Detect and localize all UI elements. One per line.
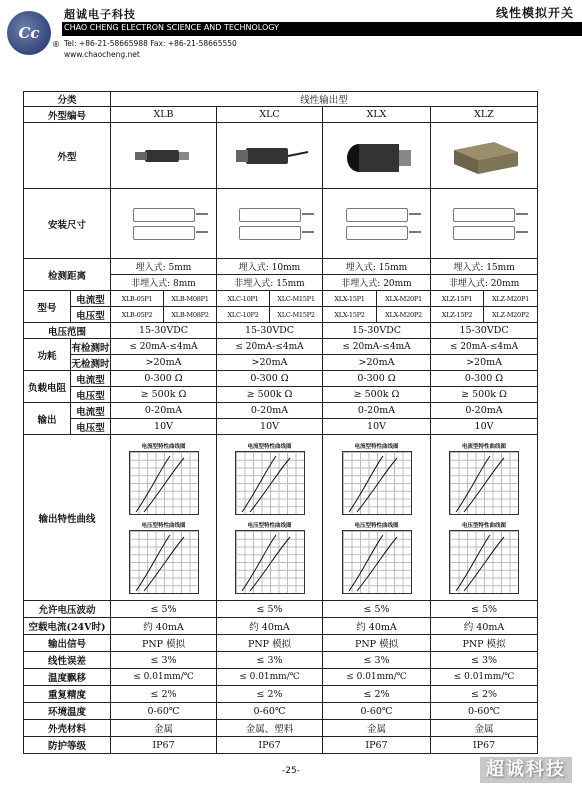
current-curve-plot <box>235 451 305 515</box>
curve-lines <box>450 531 518 593</box>
housing-value: 金属 <box>323 720 431 737</box>
company-name-en: CHAO CHENG ELECTRON SCIENCE AND TECHNOLOGY <box>64 23 279 32</box>
output-current-value: 0-20mA <box>217 403 323 419</box>
section-title: 线性模拟开关 <box>495 6 574 20</box>
ripple-value: ≤ 5% <box>111 601 217 618</box>
part-number: XLC-M15P2 <box>270 307 323 323</box>
temp-value: 0-60℃ <box>217 703 323 720</box>
signal-value: PNP 模拟 <box>111 635 217 652</box>
part-number: XLC-M15P1 <box>270 291 323 307</box>
voltage-curve-plot <box>235 530 305 594</box>
linearity-label: 线性误差 <box>24 652 111 669</box>
power-detect-value: ≤ 20mA-≤4mA <box>431 339 538 355</box>
part-number: XLX-M20P2 <box>377 307 431 323</box>
curve-lines <box>450 452 518 514</box>
curve-lines <box>236 531 304 593</box>
load-current-value: 0-300 Ω <box>431 371 538 387</box>
power-label: 功耗 <box>24 339 71 371</box>
power-detect-value: ≤ 20mA-≤4mA <box>111 339 217 355</box>
drift-label: 温度飘移 <box>24 669 111 686</box>
shape-label: 外型 <box>24 123 111 189</box>
row-load-voltage <box>24 387 538 403</box>
output-voltage-value: 10V <box>217 419 323 435</box>
output-current-value: 0-20mA <box>111 403 217 419</box>
row-repeat <box>24 686 538 703</box>
row-housing <box>24 720 538 737</box>
range-nonembed-xlc: 非埋入式: 15mm <box>217 275 323 291</box>
part-number: XLB-M08P2 <box>164 307 217 323</box>
row-output-voltage <box>24 419 538 435</box>
power-detect-value: ≤ 20mA-≤4mA <box>323 339 431 355</box>
load-current-value: 0-300 Ω <box>217 371 323 387</box>
row-load-current <box>24 371 538 387</box>
curve-lines <box>130 531 198 593</box>
company-logo: Cc <box>7 11 51 55</box>
range-nonembed-xlz: 非埋入式: 20mm <box>431 275 538 291</box>
part-number: XLC-10P2 <box>217 307 270 323</box>
housing-value: 金属、塑料 <box>217 720 323 737</box>
part-number: XLZ-M20P2 <box>484 307 538 323</box>
linearity-value: ≤ 3% <box>111 652 217 669</box>
photo-xlc <box>217 123 323 189</box>
part-number: XLX-M20P1 <box>377 291 431 307</box>
curve-lines <box>236 452 304 514</box>
current-curve-title: 电流型特性曲线图 <box>462 443 507 450</box>
part-number: XLX-15P2 <box>323 307 377 323</box>
part-number: XLZ-15P2 <box>431 307 484 323</box>
voltage-range-value: 15-30VDC <box>111 323 217 339</box>
curve-label: 输出特性曲线 <box>24 435 111 601</box>
row-type-current <box>24 291 538 307</box>
output-current-value: 0-20mA <box>323 403 431 419</box>
page-header <box>0 0 582 70</box>
row-range-embedded <box>24 259 538 275</box>
load-voltage-value: ≥ 500k Ω <box>111 387 217 403</box>
curve-cell <box>111 435 217 601</box>
range-embed-xlx: 埋入式: 15mm <box>323 259 431 275</box>
type-voltage-label: 电压型 <box>71 307 111 323</box>
housing-label: 外壳材料 <box>24 720 111 737</box>
signal-value: PNP 模拟 <box>323 635 431 652</box>
housing-value: 金属 <box>111 720 217 737</box>
load-voltage-value: ≥ 500k Ω <box>217 387 323 403</box>
repeat-value: ≤ 2% <box>431 686 538 703</box>
output-label: 输出 <box>24 403 71 435</box>
range-nonembed-xlx: 非埋入式: 20mm <box>323 275 431 291</box>
photo-xlz <box>431 123 538 189</box>
drift-value: ≤ 0.01mm/℃ <box>217 669 323 686</box>
current-curve-title: 电流型特性曲线图 <box>141 443 186 450</box>
voltage-range-value: 15-30VDC <box>323 323 431 339</box>
linearity-value: ≤ 3% <box>431 652 538 669</box>
voltage-curve-title: 电压型特性曲线图 <box>354 522 399 529</box>
repeat-value: ≤ 2% <box>217 686 323 703</box>
ripple-label: 允许电压波动 <box>24 601 111 618</box>
model-xlc: XLC <box>217 107 323 123</box>
power-detect-value: ≤ 20mA-≤4mA <box>217 339 323 355</box>
part-number: XLC-10P1 <box>217 291 270 307</box>
part-number: XLZ-M20P1 <box>484 291 538 307</box>
power-detect-label: 有检测时 <box>71 339 111 355</box>
row-shape <box>24 123 538 189</box>
temp-value: 0-60℃ <box>323 703 431 720</box>
row-ambient-temp <box>24 703 538 720</box>
model-xlx: XLX <box>323 107 431 123</box>
current-curve-plot <box>129 451 199 515</box>
temp-value: 0-60℃ <box>111 703 217 720</box>
output-current-value: 0-20mA <box>431 403 538 419</box>
part-number: XLB-M08P1 <box>164 291 217 307</box>
voltage-curve-plot <box>342 530 412 594</box>
repeat-value: ≤ 2% <box>323 686 431 703</box>
company-name-cn: 超诚电子科技 <box>64 8 136 21</box>
drawing-xlb <box>111 189 217 259</box>
curve-cell <box>431 435 538 601</box>
drawing-xlz <box>431 189 538 259</box>
power-nodetect-value: >20mA <box>217 355 323 371</box>
idle-value: 约 40mA <box>217 618 323 635</box>
idle-label: 空载电流(24V时) <box>24 618 111 635</box>
row-ripple <box>24 601 538 618</box>
page-number: -25- <box>282 766 300 776</box>
contact-line: Tel: +86-21-58665988 Fax: +86-21-58665550 <box>64 39 237 48</box>
curve-cell <box>323 435 431 601</box>
voltage-range-label: 电压范围 <box>24 323 111 339</box>
row-power-detect <box>24 339 538 355</box>
voltage-range-value: 15-30VDC <box>217 323 323 339</box>
power-nodetect-label: 无检测时 <box>71 355 111 371</box>
protection-value: IP67 <box>217 737 323 754</box>
type-label: 型号 <box>24 291 71 323</box>
row-type-voltage <box>24 307 538 323</box>
ripple-value: ≤ 5% <box>323 601 431 618</box>
curve-lines <box>343 531 411 593</box>
part-number: XLB-05P1 <box>111 291 164 307</box>
housing-value: 金属 <box>431 720 538 737</box>
repeat-value: ≤ 2% <box>111 686 217 703</box>
voltage-curve-title: 电压型特性曲线图 <box>462 522 507 529</box>
category-label: 分类 <box>24 92 111 107</box>
idle-value: 约 40mA <box>431 618 538 635</box>
voltage-range-value: 15-30VDC <box>431 323 538 339</box>
repeat-label: 重复精度 <box>24 686 111 703</box>
curve-lines <box>130 452 198 514</box>
row-model <box>24 107 538 123</box>
registered-mark: ® <box>52 40 60 49</box>
voltage-curve-plot <box>449 530 519 594</box>
output-voltage-value: 10V <box>431 419 538 435</box>
website-line: www.chaocheng.net <box>64 50 140 59</box>
protection-value: IP67 <box>431 737 538 754</box>
install-label: 安装尺寸 <box>24 189 111 259</box>
current-curve-title: 电流型特性曲线图 <box>247 443 292 450</box>
watermark: 超诚科技 <box>480 757 572 783</box>
row-idle-current <box>24 618 538 635</box>
part-number: XLZ-15P1 <box>431 291 484 307</box>
power-nodetect-value: >20mA <box>431 355 538 371</box>
idle-value: 约 40mA <box>111 618 217 635</box>
range-label: 检测距离 <box>24 259 111 291</box>
row-drift <box>24 669 538 686</box>
load-current-label: 电流型 <box>71 371 111 387</box>
drift-value: ≤ 0.01mm/℃ <box>431 669 538 686</box>
current-curve-title: 电流型特性曲线图 <box>354 443 399 450</box>
photo-xlb <box>111 123 217 189</box>
category-value: 线性输出型 <box>111 92 538 107</box>
output-voltage-value: 10V <box>323 419 431 435</box>
linearity-value: ≤ 3% <box>217 652 323 669</box>
load-voltage-label: 电压型 <box>71 387 111 403</box>
row-linearity <box>24 652 538 669</box>
range-embed-xlc: 埋入式: 10mm <box>217 259 323 275</box>
curve-lines <box>343 452 411 514</box>
row-protection <box>24 737 538 754</box>
drift-value: ≤ 0.01mm/℃ <box>111 669 217 686</box>
photo-xlx <box>323 123 431 189</box>
type-current-label: 电流型 <box>71 291 111 307</box>
range-nonembed-xlb: 非埋入式: 8mm <box>111 275 217 291</box>
model-xlz: XLZ <box>431 107 538 123</box>
voltage-curve-plot <box>129 530 199 594</box>
part-number: XLX-15P1 <box>323 291 377 307</box>
temp-label: 环境温度 <box>24 703 111 720</box>
row-voltage-range <box>24 323 538 339</box>
drift-value: ≤ 0.01mm/℃ <box>323 669 431 686</box>
idle-value: 约 40mA <box>323 618 431 635</box>
row-signal <box>24 635 538 652</box>
model-xlb: XLB <box>111 107 217 123</box>
range-embed-xlb: 埋入式: 5mm <box>111 259 217 275</box>
current-curve-plot <box>449 451 519 515</box>
power-nodetect-value: >20mA <box>111 355 217 371</box>
temp-value: 0-60℃ <box>431 703 538 720</box>
row-curves <box>24 435 538 601</box>
load-label: 负载电阻 <box>24 371 71 403</box>
load-voltage-value: ≥ 500k Ω <box>431 387 538 403</box>
row-output-current <box>24 403 538 419</box>
output-voltage-label: 电压型 <box>71 419 111 435</box>
output-voltage-value: 10V <box>111 419 217 435</box>
drawing-xlx <box>323 189 431 259</box>
ripple-value: ≤ 5% <box>217 601 323 618</box>
range-embed-xlz: 埋入式: 15mm <box>431 259 538 275</box>
row-power-nodetect <box>24 355 538 371</box>
load-voltage-value: ≥ 500k Ω <box>323 387 431 403</box>
output-current-label: 电流型 <box>71 403 111 419</box>
load-current-value: 0-300 Ω <box>323 371 431 387</box>
voltage-curve-title: 电压型特性曲线图 <box>141 522 186 529</box>
load-current-value: 0-300 Ω <box>111 371 217 387</box>
row-category <box>24 92 538 107</box>
linearity-value: ≤ 3% <box>323 652 431 669</box>
protection-label: 防护等级 <box>24 737 111 754</box>
power-nodetect-value: >20mA <box>323 355 431 371</box>
ripple-value: ≤ 5% <box>431 601 538 618</box>
curve-cell <box>217 435 323 601</box>
signal-value: PNP 模拟 <box>217 635 323 652</box>
protection-value: IP67 <box>323 737 431 754</box>
signal-label: 输出信号 <box>24 635 111 652</box>
part-number: XLB-05P2 <box>111 307 164 323</box>
model-label: 外型编号 <box>24 107 111 123</box>
protection-value: IP67 <box>111 737 217 754</box>
signal-value: PNP 模拟 <box>431 635 538 652</box>
drawing-xlc <box>217 189 323 259</box>
current-curve-plot <box>342 451 412 515</box>
voltage-curve-title: 电压型特性曲线图 <box>247 522 292 529</box>
row-install <box>24 189 538 259</box>
spec-table <box>23 91 538 754</box>
